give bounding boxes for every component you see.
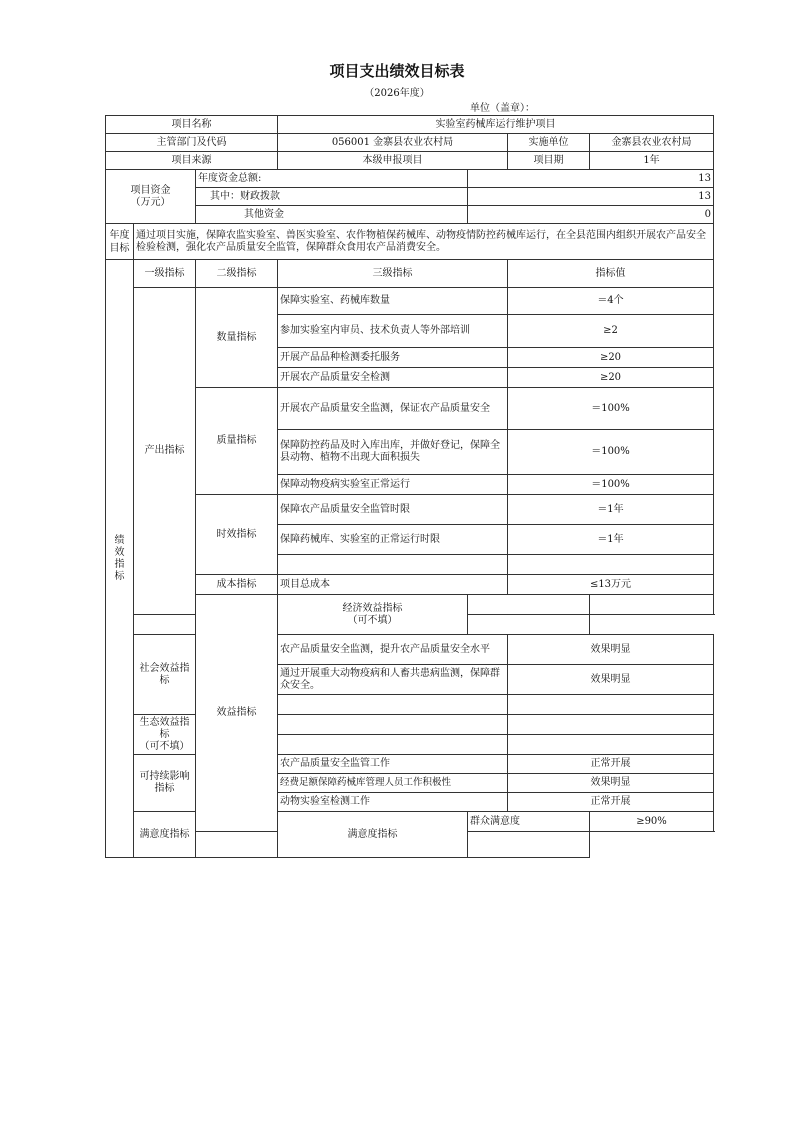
indicator-text: 农产品质量安全监管工作 [278, 755, 508, 774]
indicator-text: 参加实验室内审员、技术负责人等外部培训 [278, 315, 508, 348]
empty-cell [508, 715, 714, 735]
period-label: 项目期 [508, 152, 590, 170]
impl-label: 实施单位 [508, 134, 590, 152]
empty-cell [508, 695, 714, 715]
table-row [106, 170, 714, 188]
header-level2: 二级指标 [196, 260, 278, 288]
indicator-value: ≥90% [590, 812, 714, 832]
economic-indicator: 经济效益指标 （可不填） [278, 595, 468, 635]
indicator-text: 保障药械库、实验室的正常运行时限 [278, 525, 508, 555]
indicator-value: ≥2 [508, 315, 714, 348]
indicator-text: 项目总成本 [278, 575, 508, 595]
indicator-value: ＝1年 [508, 495, 714, 525]
empty-cell [468, 832, 590, 858]
indicator-value: 效果明显 [508, 774, 714, 793]
indicator-value: ≥20 [508, 348, 714, 368]
indicator-value: 正常开展 [508, 793, 714, 812]
time-indicator: 时效指标 [196, 495, 278, 575]
indicator-value: ＝100% [508, 388, 714, 430]
benefit-indicator: 效益指标 [196, 595, 278, 832]
empty-cell [278, 695, 508, 715]
period-value: 1年 [590, 152, 714, 170]
table-row [106, 388, 714, 430]
dept-value: 056001 金寨县农业农村局 [278, 134, 508, 152]
output-indicator: 产出指标 [134, 288, 196, 615]
project-name-label: 项目名称 [106, 116, 278, 134]
satisfaction-indicator-l2: 满意度指标 [278, 812, 468, 858]
empty-cell [468, 595, 590, 615]
quality-indicator: 质量指标 [196, 388, 278, 495]
table-row [106, 206, 714, 224]
project-name-value: 实验室药械库运行维护项目 [278, 116, 714, 134]
table-row [106, 288, 714, 315]
ecological-indicator: 生态效益指标 （可不填） [134, 715, 196, 755]
table-row [106, 224, 714, 260]
source-value: 本级申报项目 [278, 152, 508, 170]
table-row [106, 495, 714, 525]
total-funds-label: 年度资金总额: [196, 170, 468, 188]
empty-cell [278, 735, 508, 755]
indicator-text: 开展产品品种检测委托服务 [278, 348, 508, 368]
empty-cell [508, 555, 714, 575]
table-row [106, 260, 714, 288]
satisfaction-indicator-l1: 满意度指标 [134, 812, 196, 858]
header-level3: 三级指标 [278, 260, 508, 288]
indicator-text: 保障农产品质量安全监管时限 [278, 495, 508, 525]
empty-cell [468, 615, 590, 635]
performance-table [105, 115, 714, 858]
total-funds-value: 13 [468, 170, 714, 188]
performance-indicator-label: 绩 效 指 标 [106, 260, 134, 858]
table-row [106, 595, 714, 615]
empty-cell [196, 832, 468, 858]
indicator-value: ＝100% [508, 430, 714, 475]
fiscal-funds-label: 其中：财政拨款 [196, 188, 468, 206]
indicator-value: ≤13万元 [508, 575, 714, 595]
indicator-value: 效果明显 [508, 665, 714, 695]
indicator-text: 开展农产品质量安全检测 [278, 368, 508, 388]
indicator-value: ＝4个 [508, 288, 714, 315]
indicator-text: 开展农产品质量安全监测，保证农产品质量安全 [278, 388, 508, 430]
indicator-text: 农产品质量安全监测，提升农产品质量安全水平 [278, 635, 508, 665]
indicator-value: ＝1年 [508, 525, 714, 555]
other-funds-label: 其他资金 [196, 206, 468, 224]
header-value: 指标值 [508, 260, 714, 288]
cost-indicator: 成本指标 [196, 575, 278, 595]
source-label: 项目来源 [106, 152, 278, 170]
empty-cell [590, 595, 714, 615]
indicator-text: 保障实验室、药械库数量 [278, 288, 508, 315]
annual-goal-text: 通过项目实施，保障农监实验室、兽医实验室、农作物植保药械库、动物疫情防控药械库运行，在全县范围内组织开展农产品安全检验检测，强化农产品质量安全监管，保障群众食用农产品消费安全。 [134, 224, 714, 260]
table-row [106, 116, 714, 134]
indicator-value: ≥20 [508, 368, 714, 388]
fiscal-funds-value: 13 [468, 188, 714, 206]
unit-seal-label: 单位（盖章）： [470, 103, 535, 114]
dept-label: 主管部门及代码 [106, 134, 278, 152]
empty-cell [278, 715, 508, 735]
indicator-text: 动物实验室检测工作 [278, 793, 508, 812]
indicator-text: 群众满意度 [468, 812, 590, 832]
sustain-indicator: 可持续影响指标 [134, 755, 196, 812]
indicator-text: 保障防控药品及时入库出库，并做好登记，保障全县动物、植物不出现大面积损失 [278, 430, 508, 475]
other-funds-value: 0 [468, 206, 714, 224]
table-row [106, 575, 714, 595]
impl-value: 金寨县农业农村局 [590, 134, 714, 152]
empty-cell [278, 555, 508, 575]
indicator-value: 正常开展 [508, 755, 714, 774]
table-row [106, 188, 714, 206]
funds-label: 项目资金 （万元） [106, 170, 196, 224]
table-row [106, 134, 714, 152]
indicator-value: 效果明显 [508, 635, 714, 665]
annual-goal-label: 年度 目标 [106, 224, 134, 260]
indicator-text: 通过开展重大动物疫病和人畜共患病监测，保障群众安全。 [278, 665, 508, 695]
page-title: 项目支出绩效目标表 [329, 62, 465, 80]
header-level1: 一级指标 [134, 260, 196, 288]
quantity-indicator: 数量指标 [196, 288, 278, 388]
indicator-value: ＝100% [508, 475, 714, 495]
empty-cell [134, 615, 278, 635]
year-label: （2026年度） [364, 88, 430, 99]
empty-cell [508, 735, 714, 755]
table-row [106, 832, 714, 858]
indicator-text: 经费足额保障药械库管理人员工作积极性 [278, 774, 508, 793]
social-indicator: 社会效益指标 [134, 635, 196, 715]
indicator-text: 保障动物疫病实验室正常运行 [278, 475, 508, 495]
table-row [106, 152, 714, 170]
